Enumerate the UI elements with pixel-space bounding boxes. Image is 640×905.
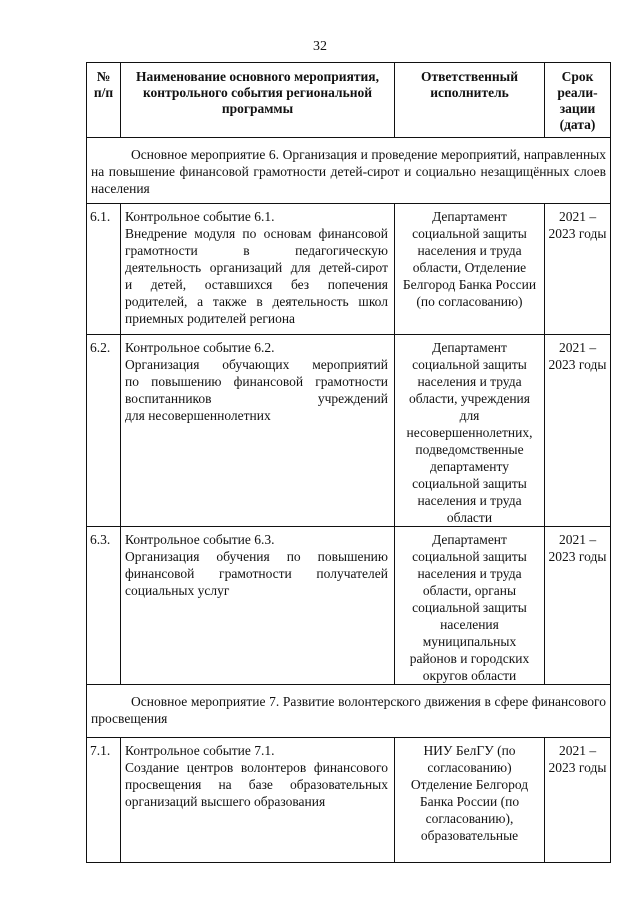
event-text-line: Организация обучающих мероприятий	[125, 357, 388, 372]
event-text-line: для несовершеннолетних	[125, 408, 271, 423]
section-title: Основное мероприятие 6. Организация и проведение мероприятий, направленных на повышение финансовой грамотности детей-сирот и социально незащищённых слоев населения	[87, 138, 611, 204]
row-responsible: НИУ БелГУ (по согласованию) Отделение Белгород Банка России (по согласованию), образовательные	[395, 738, 545, 863]
header-term: Срок реали-зации (дата)	[545, 63, 611, 138]
row-term: 2021 – 2023 годы	[545, 335, 611, 527]
header-responsible: Ответственный исполнитель	[395, 63, 545, 138]
event-text-line: и детей, оставшихся без попечения	[125, 277, 388, 292]
event-text-line: просвещения на базе образовательных	[125, 777, 388, 792]
section-title: Основное мероприятие 7. Развитие волонтерского движения в сфере финансового просвещения	[87, 685, 611, 738]
row-name	[121, 335, 395, 527]
row-number: 6.2.	[87, 335, 121, 527]
event-label: Контрольное событие 6.3.	[125, 532, 275, 547]
event-text-line: социальных услуг	[125, 583, 230, 598]
row-name	[121, 527, 395, 685]
event-text-line: воспитанников учреждений	[125, 391, 388, 406]
row-number: 6.3.	[87, 527, 121, 685]
table-row	[87, 527, 611, 685]
table-row	[87, 204, 611, 335]
event-label: Контрольное событие 6.2.	[125, 340, 275, 355]
event-text-line: Внедрение модуля по основам финансовой	[125, 226, 388, 241]
event-text-line: по повышению финансовой грамотности	[125, 374, 388, 389]
row-number: 7.1.	[87, 738, 121, 863]
event-text-line: приемных родителей региона	[125, 311, 296, 326]
table-row	[87, 738, 611, 863]
row-responsible: Департамент социальной защиты населения и труда области, Отделение Белгород Банка России (по согласованию)	[395, 204, 545, 335]
section-row	[87, 685, 611, 738]
row-name	[121, 738, 395, 863]
page-number: 32	[313, 39, 327, 54]
row-term: 2021 – 2023 годы	[545, 738, 611, 863]
row-term: 2021 – 2023 годы	[545, 527, 611, 685]
row-responsible: Департамент социальной защиты населения и труда области, органы социальной защиты населения муниципальных районов и городских округов области	[395, 527, 545, 685]
event-text-line: организаций высшего образования	[125, 794, 326, 809]
event-text-line: Организация обучения по повышению	[125, 549, 388, 564]
section-row	[87, 138, 611, 204]
table-header-row	[87, 63, 611, 138]
event-text-line: деятельность организаций для детей-сирот	[125, 260, 388, 275]
row-name	[121, 204, 395, 335]
event-label: Контрольное событие 7.1.	[125, 743, 275, 758]
row-number: 6.1.	[87, 204, 121, 335]
header-name: Наименование основного мероприятия, контрольного события региональной программы	[121, 63, 395, 138]
program-table	[86, 62, 611, 863]
event-label: Контрольное событие 6.1.	[125, 209, 275, 224]
row-term: 2021 – 2023 годы	[545, 204, 611, 335]
event-text-line: родителей, а также в деятельность школ	[125, 294, 388, 309]
event-text-line: Создание центров волонтеров финансового	[125, 760, 388, 775]
event-text-line: финансовой грамотности получателей	[125, 566, 388, 581]
event-text-line: грамотности в педагогическую	[125, 243, 388, 258]
row-responsible: Департамент социальной защиты населения и труда области, учреждения для несовершеннолетних, подведомственные департаменту социальной защиты населения и труда области	[395, 335, 545, 527]
header-num: № п/п	[87, 63, 121, 138]
table-row	[87, 335, 611, 527]
